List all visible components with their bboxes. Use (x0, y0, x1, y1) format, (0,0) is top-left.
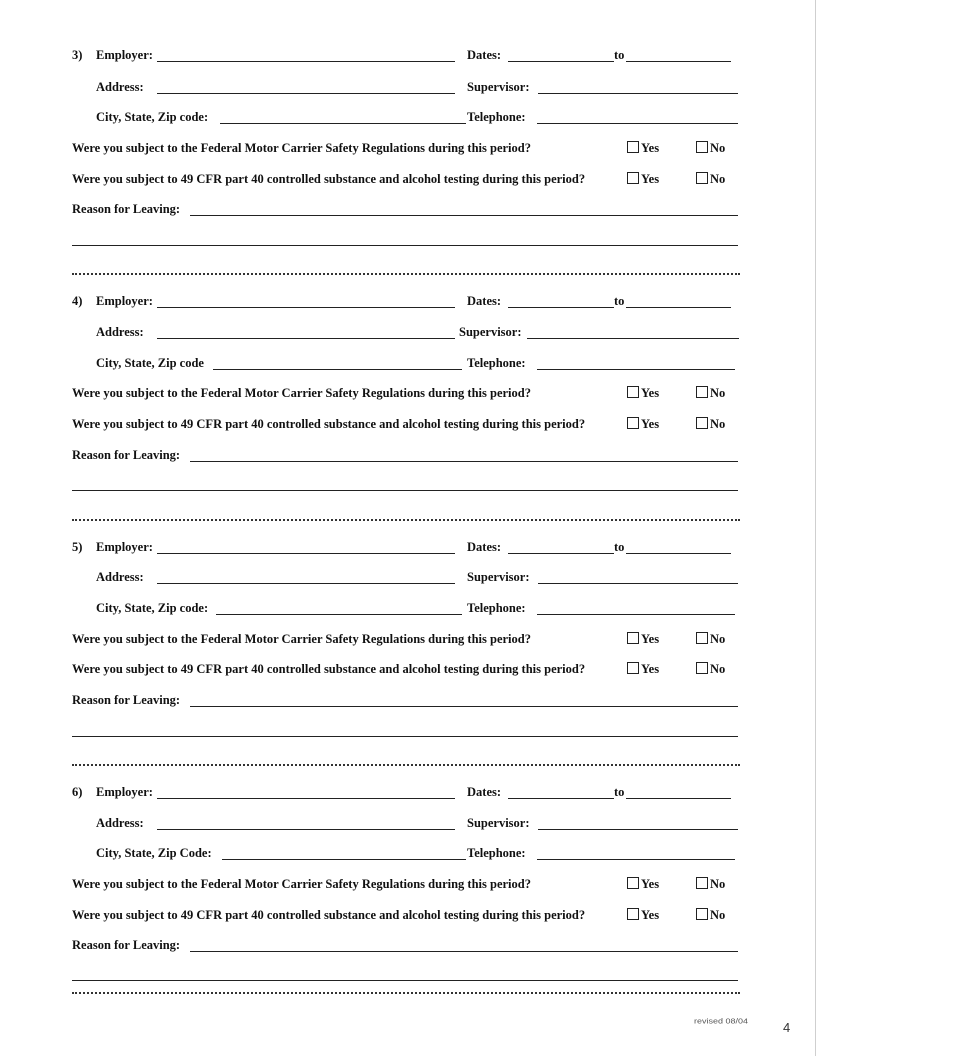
city-state-zip-label: City, State, Zip Code: (96, 846, 212, 860)
address-field[interactable] (157, 338, 455, 339)
reason-for-leaving-field[interactable] (190, 706, 738, 707)
page-edge-divider (815, 0, 816, 1056)
dates-to-field[interactable] (626, 61, 731, 62)
fmcsr-no-checkbox[interactable] (696, 386, 708, 398)
cfr-question: Were you subject to 49 CFR part 40 controlled substance and alcohol testing during this period? (72, 908, 586, 922)
city-state-zip-label: City, State, Zip code: (96, 110, 209, 124)
supervisor-field[interactable] (538, 93, 738, 94)
employer-section-6 (0, 785, 815, 1000)
fmcsr-no-label: No (710, 141, 726, 155)
section-number: 3) (72, 48, 83, 62)
cfr-yes-checkbox[interactable] (627, 662, 639, 674)
to-label: to (614, 785, 625, 799)
supervisor-label: Supervisor: (467, 80, 530, 94)
city-state-zip-field[interactable] (220, 123, 466, 124)
reason-continuation-line[interactable] (72, 980, 738, 981)
employer-field[interactable] (157, 798, 455, 799)
employer-label: Employer: (96, 540, 153, 554)
to-label: to (614, 540, 625, 554)
fmcsr-yes-label: Yes (641, 632, 660, 646)
page-number: 4 (783, 1020, 791, 1035)
fmcsr-yes-label: Yes (641, 386, 660, 400)
fmcsr-no-label: No (710, 632, 726, 646)
fmcsr-yes-label: Yes (641, 141, 660, 155)
telephone-field[interactable] (537, 614, 735, 615)
section-separator (72, 992, 740, 994)
fmcsr-no-label: No (710, 877, 726, 891)
city-state-zip-label: City, State, Zip code (96, 356, 204, 370)
reason-continuation-line[interactable] (72, 736, 738, 737)
supervisor-label: Supervisor: (467, 570, 530, 584)
reason-for-leaving-label: Reason for Leaving: (72, 202, 181, 216)
section-number: 5) (72, 540, 83, 554)
telephone-label: Telephone: (467, 110, 526, 124)
address-label: Address: (96, 570, 144, 584)
supervisor-field[interactable] (527, 338, 739, 339)
employer-label: Employer: (96, 785, 153, 799)
cfr-yes-label: Yes (641, 172, 660, 186)
cfr-yes-checkbox[interactable] (627, 417, 639, 429)
dates-to-field[interactable] (626, 553, 731, 554)
reason-for-leaving-label: Reason for Leaving: (72, 938, 181, 952)
address-label: Address: (96, 816, 144, 830)
address-field[interactable] (157, 829, 455, 830)
telephone-field[interactable] (537, 123, 738, 124)
fmcsr-no-label: No (710, 386, 726, 400)
fmcsr-question: Were you subject to the Federal Motor Carrier Safety Regulations during this period? (72, 632, 531, 646)
cfr-yes-label: Yes (641, 908, 660, 922)
fmcsr-yes-label: Yes (641, 877, 660, 891)
reason-for-leaving-label: Reason for Leaving: (72, 448, 181, 462)
city-state-zip-field[interactable] (222, 859, 466, 860)
dates-to-field[interactable] (626, 798, 731, 799)
address-label: Address: (96, 325, 144, 339)
address-field[interactable] (157, 583, 455, 584)
dates-from-field[interactable] (508, 307, 614, 308)
telephone-field[interactable] (537, 369, 735, 370)
cfr-no-checkbox[interactable] (696, 662, 708, 674)
cfr-yes-label: Yes (641, 662, 660, 676)
cfr-no-checkbox[interactable] (696, 908, 708, 920)
telephone-label: Telephone: (467, 356, 526, 370)
fmcsr-no-checkbox[interactable] (696, 877, 708, 889)
reason-for-leaving-field[interactable] (190, 461, 738, 462)
dates-label: Dates: (467, 294, 502, 308)
employer-section-3 (0, 48, 815, 284)
fmcsr-no-checkbox[interactable] (696, 632, 708, 644)
employer-field[interactable] (157, 307, 455, 308)
dates-label: Dates: (467, 48, 502, 62)
dates-label: Dates: (467, 540, 502, 554)
telephone-field[interactable] (537, 859, 735, 860)
cfr-no-label: No (710, 172, 726, 186)
cfr-no-checkbox[interactable] (696, 172, 708, 184)
employer-section-5 (0, 540, 815, 776)
city-state-zip-field[interactable] (213, 369, 462, 370)
telephone-label: Telephone: (467, 846, 526, 860)
fmcsr-no-checkbox[interactable] (696, 141, 708, 153)
dates-from-field[interactable] (508, 798, 614, 799)
supervisor-field[interactable] (538, 583, 738, 584)
address-field[interactable] (157, 93, 455, 94)
cfr-question: Were you subject to 49 CFR part 40 controlled substance and alcohol testing during this period? (72, 417, 586, 431)
cfr-yes-label: Yes (641, 417, 660, 431)
fmcsr-yes-checkbox[interactable] (627, 141, 639, 153)
employer-field[interactable] (157, 553, 455, 554)
cfr-question: Were you subject to 49 CFR part 40 controlled substance and alcohol testing during this period? (72, 662, 586, 676)
to-label: to (614, 48, 625, 62)
dates-from-field[interactable] (508, 553, 614, 554)
section-separator (72, 519, 740, 521)
cfr-question: Were you subject to 49 CFR part 40 controlled substance and alcohol testing during this period? (72, 172, 586, 186)
section-separator (72, 273, 740, 275)
city-state-zip-label: City, State, Zip code: (96, 601, 209, 615)
fmcsr-question: Were you subject to the Federal Motor Carrier Safety Regulations during this period? (72, 141, 531, 155)
reason-for-leaving-field[interactable] (190, 951, 738, 952)
employer-section-4 (0, 294, 815, 530)
fmcsr-yes-checkbox[interactable] (627, 386, 639, 398)
reason-for-leaving-field[interactable] (190, 215, 738, 216)
cfr-no-label: No (710, 662, 726, 676)
section-separator (72, 764, 740, 766)
address-label: Address: (96, 80, 144, 94)
section-number: 6) (72, 785, 83, 799)
supervisor-label: Supervisor: (459, 325, 522, 339)
reason-continuation-line[interactable] (72, 245, 738, 246)
cfr-no-checkbox[interactable] (696, 417, 708, 429)
fmcsr-yes-checkbox[interactable] (627, 877, 639, 889)
to-label: to (614, 294, 625, 308)
employer-label: Employer: (96, 48, 153, 62)
employer-label: Employer: (96, 294, 153, 308)
dates-from-field[interactable] (508, 61, 614, 62)
reason-continuation-line[interactable] (72, 490, 738, 491)
revision-date: revised 08/04 (694, 1017, 749, 1025)
section-number: 4) (72, 294, 83, 308)
fmcsr-question: Were you subject to the Federal Motor Carrier Safety Regulations during this period? (72, 386, 531, 400)
fmcsr-yes-checkbox[interactable] (627, 632, 639, 644)
cfr-yes-checkbox[interactable] (627, 908, 639, 920)
cfr-no-label: No (710, 908, 726, 922)
employer-field[interactable] (157, 61, 455, 62)
cfr-no-label: No (710, 417, 726, 431)
dates-label: Dates: (467, 785, 502, 799)
supervisor-label: Supervisor: (467, 816, 530, 830)
cfr-yes-checkbox[interactable] (627, 172, 639, 184)
reason-for-leaving-label: Reason for Leaving: (72, 693, 181, 707)
dates-to-field[interactable] (626, 307, 731, 308)
telephone-label: Telephone: (467, 601, 526, 615)
city-state-zip-field[interactable] (216, 614, 462, 615)
fmcsr-question: Were you subject to the Federal Motor Carrier Safety Regulations during this period? (72, 877, 531, 891)
supervisor-field[interactable] (538, 829, 738, 830)
